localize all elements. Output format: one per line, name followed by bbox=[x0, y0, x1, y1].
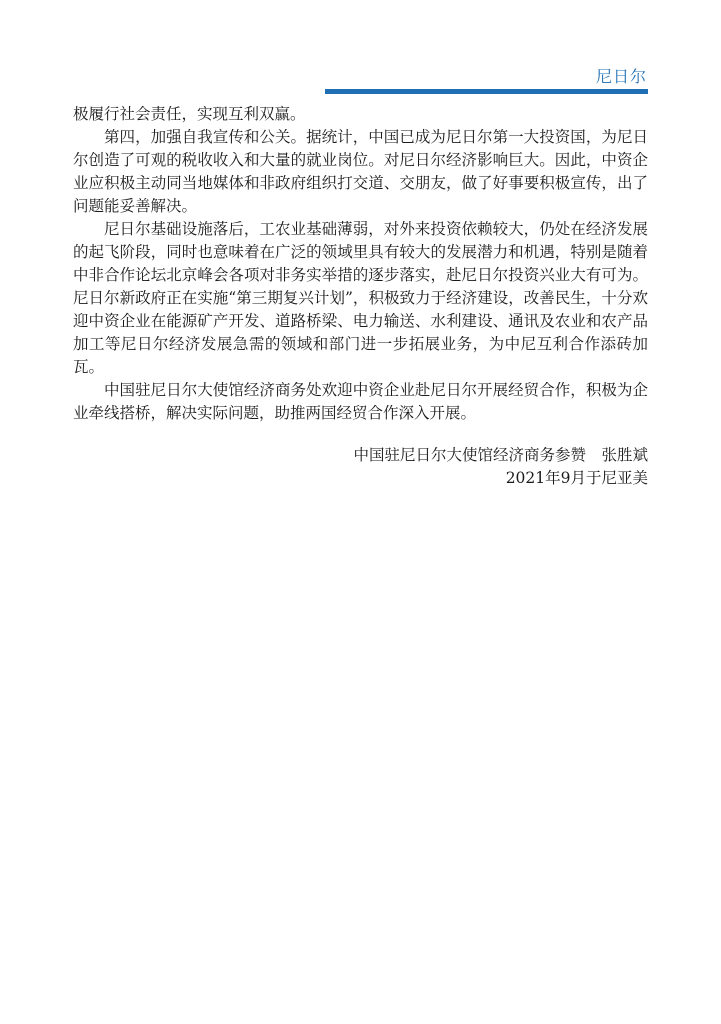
paragraph-publicity: 第四，加强自我宣传和公关。据统计，中国已成为尼日尔第一大投资国，为尼日尔创造了可观的税收收入和大量的就业岗位。对尼日尔经济影响巨大。因此，中资企业应积极主动同当地媒体和非政府组织打交道、交朋友，做了好事要积极宣传，出了问题能妥善解决。 bbox=[73, 128, 648, 215]
paragraph-continuation: 极履行社会责任，实现互利双赢。 bbox=[73, 105, 306, 123]
signature-author: 中国驻尼日尔大使馆经济商务参赞 张胜斌 bbox=[353, 446, 648, 464]
signature-date-place: 2021年9月于尼亚美 bbox=[505, 469, 648, 487]
header-divider bbox=[325, 89, 648, 94]
paragraph-infrastructure: 尼日尔基础设施落后，工农业基础薄弱，对外来投资依赖较大，仍处在经济发展的起飞阶段，同时也意味着在广泛的领域里具有较大的发展潜力和机遇，特别是随着中非合作论坛北京峰会各项对非务实举措的逐步落实，赴尼日尔投资兴业大有可为。尼日尔新政府正在实施“第三期复兴计划”，积极致力于经济建设，改善民生，十分欢迎中资企业在能源矿产开发、道路桥梁、电力输送、水利建设、通讯及农业和农产品加工等尼日尔经济发展急需的领域和部门进一步拓展业务，为中尼互利合作添砖加瓦。 bbox=[73, 220, 648, 376]
signature-block bbox=[353, 444, 648, 490]
body-text bbox=[73, 103, 648, 425]
page-header-title: 尼日尔 bbox=[595, 67, 647, 86]
paragraph-embassy-welcome: 中国驻尼日尔大使馆经济商务处欢迎中资企业赴尼日尔开展经贸合作，积极为企业牵线搭桥，解决实际问题，助推两国经贸合作深入开展。 bbox=[73, 381, 648, 422]
